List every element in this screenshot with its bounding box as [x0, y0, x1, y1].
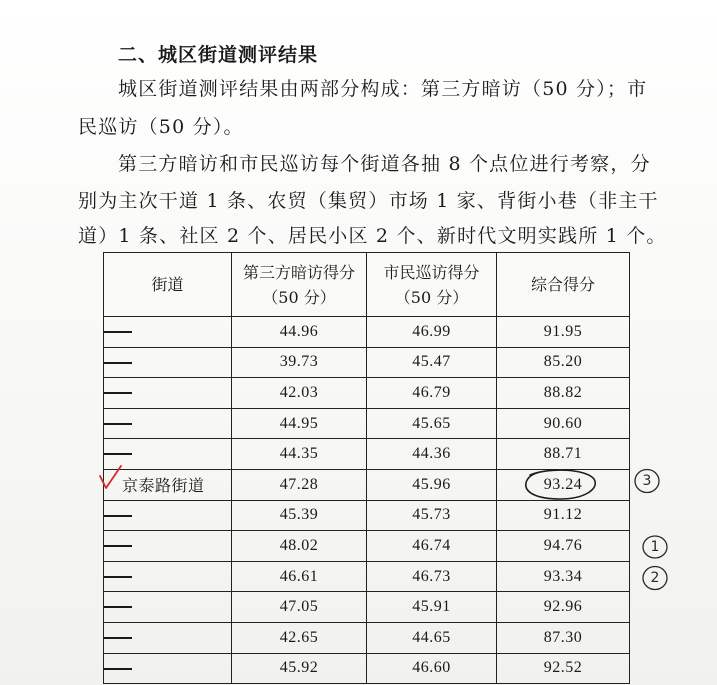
total-score: 91.95 [497, 317, 630, 348]
third-party-score: 45.92 [232, 653, 367, 684]
redaction-mark [104, 423, 132, 425]
third-party-score: 42.65 [232, 622, 367, 653]
table-row [104, 500, 630, 531]
total-score: 85.20 [497, 347, 630, 378]
third-party-score: 48.02 [232, 531, 367, 562]
rank-number: 1 [650, 539, 660, 555]
header-citizen-title: 市民巡访得分 [383, 262, 480, 282]
third-party-score: 44.35 [232, 439, 367, 470]
total-score: 92.52 [497, 653, 630, 684]
citizen-score: 45.65 [367, 408, 497, 439]
street-cell [104, 500, 232, 531]
street-cell [104, 469, 232, 500]
redaction-mark [104, 392, 132, 394]
third-party-score: 47.28 [232, 469, 367, 500]
street-cell [104, 622, 232, 653]
total-score: 93.34 [497, 561, 630, 592]
table-row [104, 561, 630, 592]
redaction-mark [104, 362, 132, 364]
citizen-score: 45.96 [367, 469, 497, 500]
header-total-label: 综合得分 [530, 275, 595, 294]
table-header-row [104, 253, 630, 317]
street-name: 京泰路街道 [122, 476, 205, 496]
total-score: 87.30 [497, 622, 630, 653]
street-cell [104, 408, 232, 439]
third-party-score: 46.61 [232, 561, 367, 592]
total-score: 94.76 [497, 531, 630, 562]
total-score: 90.60 [497, 408, 630, 439]
rank-mark-3 [633, 467, 661, 495]
third-party-score: 44.96 [232, 317, 367, 348]
rank-mark-1 [641, 534, 669, 560]
red-checkmark-icon [97, 464, 125, 494]
paragraph-2-line-2: 别为主次干道 1 条、农贸（集贸）市场 1 家、背街小巷（非主干 [78, 190, 659, 212]
citizen-score: 46.79 [367, 378, 497, 409]
citizen-score: 46.73 [367, 561, 497, 592]
third-party-score: 45.39 [232, 500, 367, 531]
header-citizen [367, 253, 497, 317]
total-score: 93.24 [497, 469, 630, 500]
redaction-mark [104, 331, 132, 333]
total-score: 92.96 [497, 592, 630, 623]
table-row-highlighted [104, 469, 630, 500]
citizen-score: 44.36 [367, 439, 497, 470]
total-score: 88.82 [497, 378, 630, 409]
street-cell [104, 347, 232, 378]
paragraph-2-line-3: 道）1 条、社区 2 个、居民小区 2 个、新时代文明实践所 1 个。 [78, 225, 667, 247]
third-party-score: 42.03 [232, 378, 367, 409]
table-row [104, 408, 630, 439]
citizen-score: 46.60 [367, 653, 497, 684]
header-total [497, 253, 630, 317]
header-citizen-max: （50 分） [394, 287, 469, 307]
score-table [103, 252, 630, 684]
table-row [104, 592, 630, 623]
header-street [104, 253, 232, 317]
street-cell [104, 561, 232, 592]
citizen-score: 45.47 [367, 347, 497, 378]
street-cell [104, 653, 232, 684]
table-row [104, 439, 630, 470]
table-row [104, 622, 630, 653]
street-cell [104, 317, 232, 348]
header-third-party-title: 第三方暗访得分 [242, 262, 355, 282]
street-cell [104, 592, 232, 623]
header-third-party [232, 253, 367, 317]
third-party-score: 47.05 [232, 592, 367, 623]
paragraph-1-line-1: 城区街道测评结果由两部分构成：第三方暗访（50 分）；市 [118, 78, 648, 100]
street-cell [104, 531, 232, 562]
redaction-mark [104, 668, 132, 670]
table-row [104, 347, 630, 378]
third-party-score: 44.95 [232, 408, 367, 439]
total-score: 91.12 [497, 500, 630, 531]
redaction-mark [104, 637, 132, 639]
table-row [104, 378, 630, 409]
citizen-score: 46.99 [367, 317, 497, 348]
rank-number: 2 [650, 570, 660, 586]
redaction-mark [104, 515, 132, 517]
street-cell [104, 378, 232, 409]
total-score: 88.71 [497, 439, 630, 470]
paragraph-2-line-1: 第三方暗访和市民巡访每个街道各抽 8 个点位进行考察，分 [118, 153, 651, 175]
citizen-score: 45.73 [367, 500, 497, 531]
redaction-mark [104, 606, 132, 608]
table-row [104, 317, 630, 348]
section-heading: 二、城区街道测评结果 [118, 44, 319, 66]
table-row [104, 653, 630, 684]
paragraph-1-line-2: 民巡访（50 分）。 [78, 116, 244, 138]
header-street-label: 街道 [151, 275, 184, 294]
citizen-score: 45.91 [367, 592, 497, 623]
citizen-score: 46.74 [367, 531, 497, 562]
redaction-mark [104, 453, 132, 455]
header-third-party-max: （50 分） [262, 287, 336, 307]
rank-mark-2 [641, 564, 669, 592]
redaction-mark [104, 545, 132, 547]
third-party-score: 39.73 [232, 347, 367, 378]
citizen-score: 44.65 [367, 622, 497, 653]
rank-number: 3 [642, 473, 652, 489]
table-row [104, 531, 630, 562]
redaction-mark [104, 576, 132, 578]
